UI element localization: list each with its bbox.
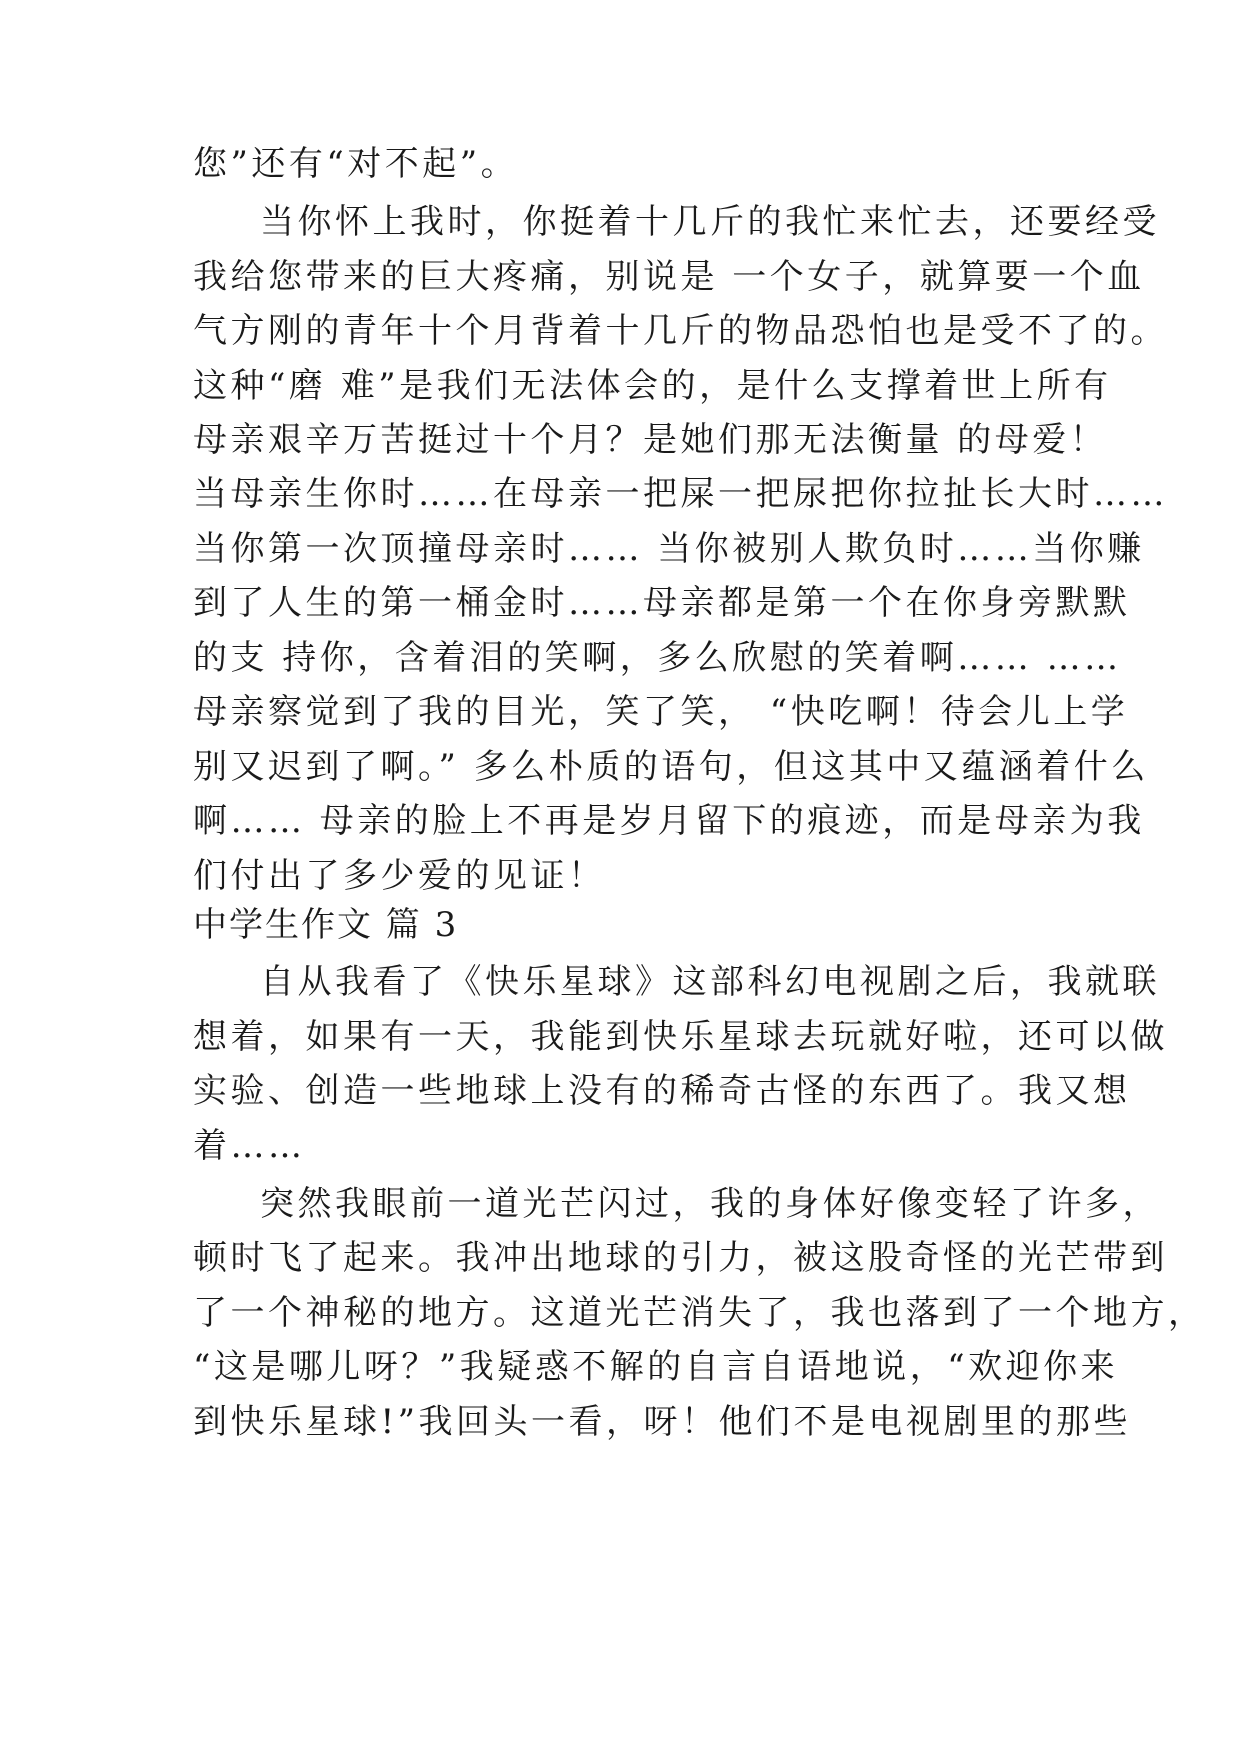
paragraph-first-line: 突然我眼前一道光芒闪过，我的身体好像变轻了许多， <box>260 1184 1160 1224</box>
paragraph-first-line: 当你怀上我时，你挺着十几斤的我忙来忙去，还要经受 <box>260 202 1160 242</box>
text-line: 这种“磨 难”是我们无法体会的，是什么支撑着世上所有 <box>193 366 1112 406</box>
text-line: 当你第一次顶撞母亲时…… 当你被别人欺负时……当你赚 <box>193 529 1145 569</box>
text-line: 气方刚的青年十个月背着十几斤的物品恐怕也是受不了的。 <box>193 311 1168 351</box>
text-line: 顿时飞了起来。我冲出地球的引力，被这股奇怪的光芒带到 <box>193 1238 1168 1278</box>
text-line: 啊…… 母亲的脸上不再是岁月留下的痕迹，而是母亲为我 <box>193 801 1145 841</box>
text-line: 着…… <box>193 1126 306 1166</box>
text-line: 实验、创造一些地球上没有的稀奇古怪的东西了。我又想 <box>193 1071 1131 1111</box>
text-line: 们付出了多少爱的见证！ <box>193 856 606 896</box>
text-line: 母亲艰辛万苦挺过十个月？是她们那无法衡量 的母爱！ <box>193 420 1108 460</box>
text-line: 到快乐星球!”我回头一看，呀！他们不是电视剧里的那些 <box>193 1402 1132 1442</box>
text-line: “这是哪儿呀？”我疑惑不解的自言自语地说，“欢迎你来 <box>193 1347 1119 1387</box>
text-line: 了一个神秘的地方。这道光芒消失了，我也落到了一个地方， <box>193 1293 1206 1333</box>
text-line: 的支 持你，含着泪的笑啊，多么欣慰的笑着啊…… …… <box>193 638 1122 678</box>
text-line: 您”还有“对不起”。 <box>193 144 519 184</box>
text-line: 到了人生的第一桶金时……母亲都是第一个在你身旁默默 <box>193 583 1131 623</box>
text-line: 别又迟到了啊。” 多么朴质的语句，但这其中又蕴涵着什么 <box>193 747 1149 787</box>
text-line: 母亲察觉到了我的目光，笑了笑， “快吃啊！待会儿上学 <box>193 692 1129 732</box>
text-line: 当母亲生你时……在母亲一把屎一把尿把你拉扯长大时…… <box>193 474 1168 514</box>
text-line: 想着，如果有一天，我能到快乐星球去玩就好啦，还可以做 <box>193 1017 1168 1057</box>
text-line: 我给您带来的巨大疼痛，别说是 一个女子，就算要一个血 <box>193 257 1145 297</box>
section-heading: 中学生作文 篇 3 <box>193 905 459 945</box>
paragraph-first-line: 自从我看了《快乐星球》这部科幻电视剧之后，我就联 <box>260 962 1160 1002</box>
